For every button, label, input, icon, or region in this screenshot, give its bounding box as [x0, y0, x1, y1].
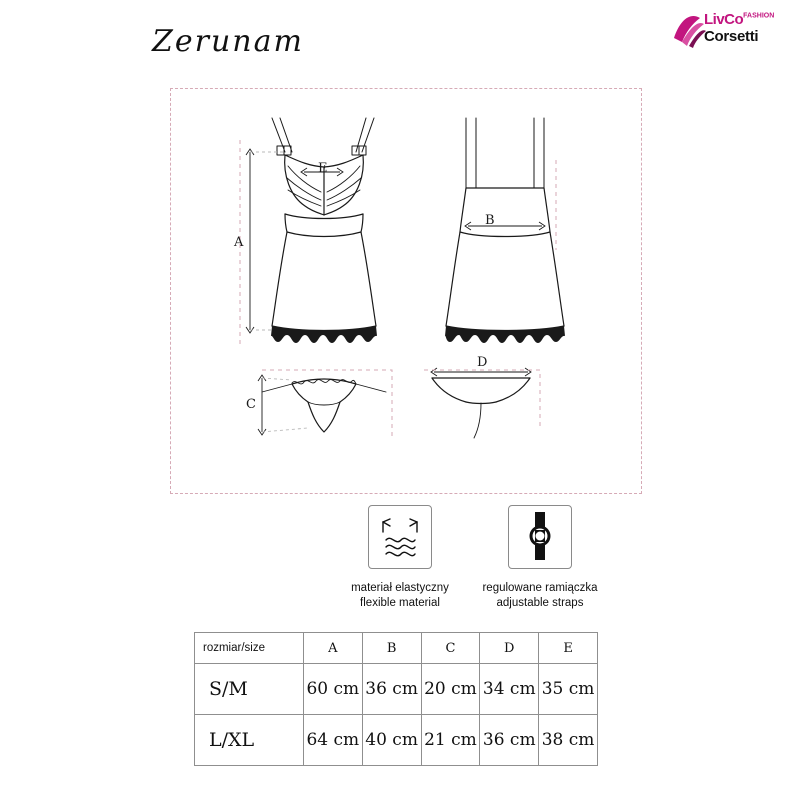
brand-corsetti-label: Corsetti: [704, 27, 759, 45]
brand-livco-label: LivCo: [704, 11, 744, 28]
header-cell-e: E: [539, 633, 598, 664]
feature-line-en: flexible material: [360, 597, 440, 609]
page-header: [0, 0, 800, 80]
brand-fashion-label: FASHION: [743, 12, 775, 20]
header-cell-b: B: [362, 633, 421, 664]
cell-sm-a: 60 cm: [303, 664, 362, 715]
feature-line-pl: regulowane ramiączka: [482, 582, 598, 594]
table-row: [195, 715, 598, 766]
cell-lxl-c: 21 cm: [421, 715, 480, 766]
cell-lxl-d: 36 cm: [480, 715, 539, 766]
row-label-lxl: L/XL: [195, 715, 304, 766]
feature-line-en: adjustable straps: [496, 597, 584, 609]
size-table-body: [195, 664, 598, 766]
dimension-label-c: C: [246, 397, 256, 412]
elastic-material-icon: [368, 505, 432, 569]
adjustable-straps-icon: [508, 505, 572, 569]
header-cell-a: A: [303, 633, 362, 664]
cell-lxl-a: 64 cm: [303, 715, 362, 766]
dimension-label-d: D: [477, 355, 488, 370]
size-table-header: [195, 633, 598, 664]
feature-line-pl: materiał elastyczny: [351, 582, 449, 594]
table-row: [195, 664, 598, 715]
brand-text: [704, 12, 774, 46]
row-label-sm: S/M: [195, 664, 304, 715]
cell-sm-c: 20 cm: [421, 664, 480, 715]
table-header-row: [195, 633, 598, 664]
feature-adjustable-straps: [450, 505, 630, 611]
cell-sm-e: 35 cm: [539, 664, 598, 715]
cell-sm-d: 34 cm: [480, 664, 539, 715]
dimension-label-e: E: [318, 161, 328, 176]
brand-logo: [670, 8, 782, 54]
header-cell-d: D: [480, 633, 539, 664]
header-cell-size: rozmiar/size: [195, 633, 304, 664]
cell-lxl-b: 40 cm: [362, 715, 421, 766]
page-title: Zerunam: [152, 24, 304, 59]
header-cell-c: C: [421, 633, 480, 664]
illustration-frame: [170, 88, 642, 494]
dimension-label-b: B: [485, 213, 495, 228]
cell-sm-b: 36 cm: [362, 664, 421, 715]
feature-list: [0, 505, 800, 615]
cell-lxl-e: 38 cm: [539, 715, 598, 766]
size-table: [194, 632, 598, 766]
feature-adjustable-straps-label: [450, 581, 630, 611]
dimension-label-a: A: [234, 235, 244, 250]
